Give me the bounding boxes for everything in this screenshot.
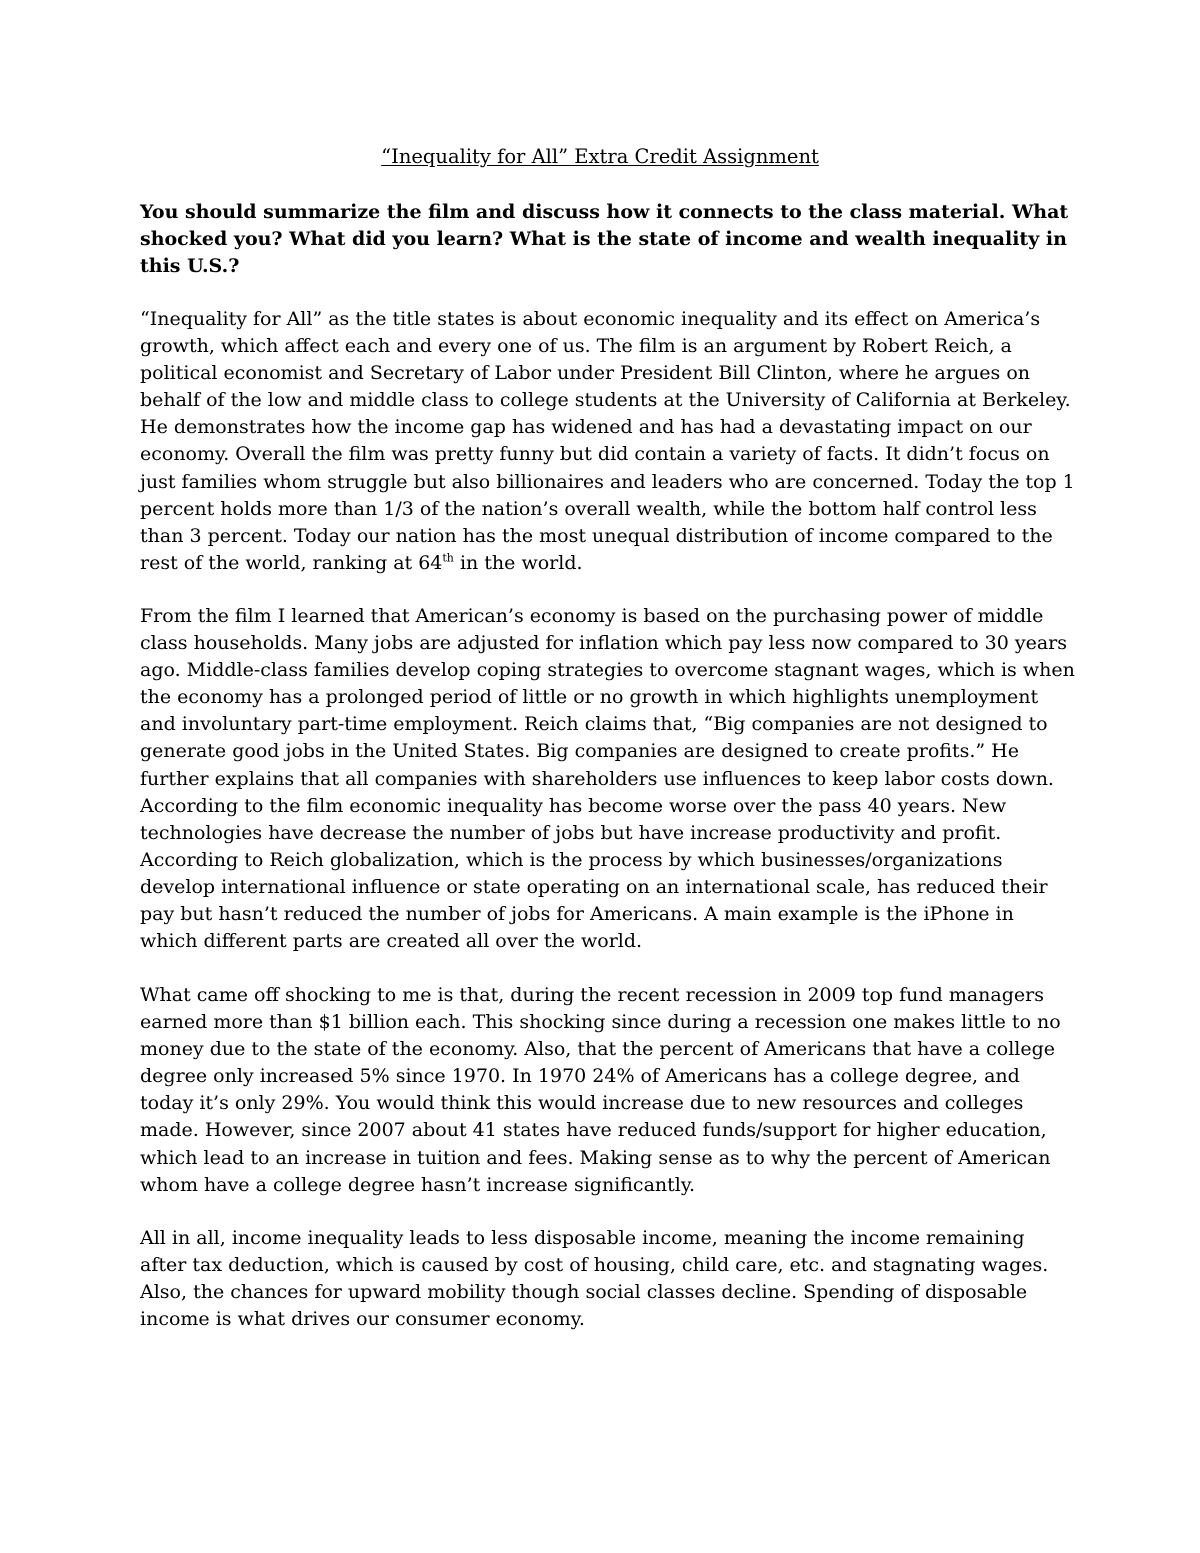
assignment-prompt: You should summarize the film and discuss how it connects to the class material. What shocked you? What did you learn? What is the state of income and wealth inequality in this U.S.?: [140, 201, 1069, 277]
paragraph-summary: [140, 306, 1075, 577]
paragraph-conclusion: All in all, income inequality leads to less disposable income, meaning the income remaining after tax deduction, which is caused by cost of housing, child care, etc. and stagnating wages. Also, the chances for upward mobility though social classes decline. Spending of disposable income is what drives our consumer economy.: [140, 1227, 1049, 1331]
document-title: “Inequality for All” Extra Credit Assignment: [381, 145, 819, 168]
paragraph-summary-text: “Inequality for All” as the title states is about economic inequality and its effect on America’s growth, which affect each and every one of us. The film is an argument by Robert Reich, a political economist and Secretary of Labor under President Bill Clinton, where he argues on behalf of the low and middle class to college students at the University of California at Berkeley. He demonstrates how the income gap has widened and has had a devastating impact on our economy. Overall the film was pretty funny but did contain a variety of facts. It didn’t focus on just families whom struggle but also billionaires and leaders who are concerned. Today the top 1 percent holds more than 1/3 of the nation’s overall wealth, while the bottom half control less than 3 percent. Today our nation has the most unequal distribution of income compared to the rest of the world, ranking at 64: [140, 308, 1075, 574]
ordinal-suffix: th: [442, 551, 454, 565]
paragraph-summary-end: in the world.: [453, 551, 583, 574]
paragraph-shocked: What came off shocking to me is that, during the recent recession in 2009 top fund managers earned more than $1 billion each. This shocking since during a recession one makes little to no money due to the state of the economy. Also, that the percent of Americans that have a college degree only increased 5% since 1970. In 1970 24% of Americans has a college degree, and today it’s only 29%. You would think this would increase due to new resources and colleges made. However, since 2007 about 41 states have reduced funds/support for higher education, which lead to an increase in tuition and fees. Making sense as to why the percent of American whom have a college degree hasn’t increase significantly.: [140, 984, 1061, 1196]
paragraph-learned: From the film I learned that American’s economy is based on the purchasing power of middle class households. Many jobs are adjusted for inflation which pay less now compared to 30 years ago. Middle-class families develop coping strategies to overcome stagnant wages, which is when the economy has a prolonged period of little or no growth in which highlights unemployment and involuntary part-time employment. Reich claims that, “Big companies are not designed to generate good jobs in the United States. Big companies are designed to create profits.” He further explains that all companies with shareholders use influences to keep labor costs down. According to the film economic inequality has become worse over the pass 40 years. New technologies have decrease the number of jobs but have increase productivity and profit. According to Reich globalization, which is the process by which businesses/organizations develop international influence or state operating on an international scale, has reduced their pay but hasn’t reduced the number of jobs for Americans. A main example is the iPhone in which different parts are created all over the world.: [140, 605, 1075, 953]
